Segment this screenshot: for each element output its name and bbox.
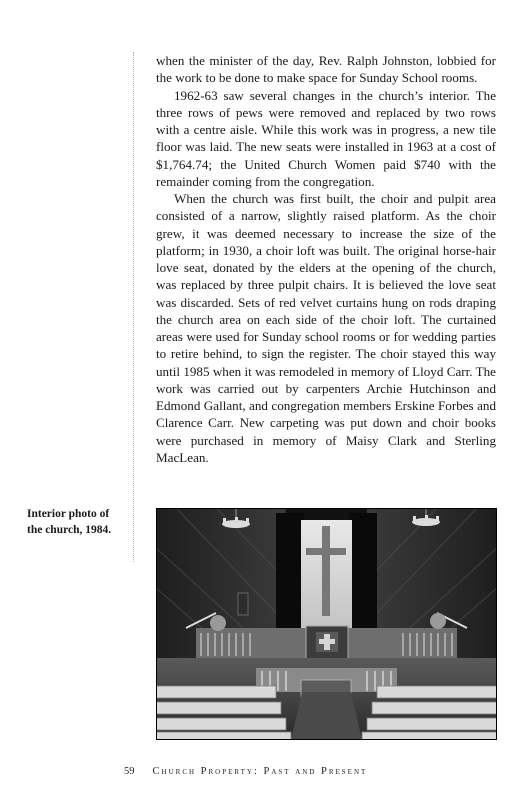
paragraph-continued: when the minister of the day, Rev. Ralph Johnston, lobbied for the work to be done to make space for Sunday School rooms.	[156, 53, 496, 86]
photo-caption: Interior photo of the church, 1984.	[27, 508, 112, 536]
church-interior-photo	[156, 508, 497, 740]
running-title: Church Property: Past and Present	[152, 766, 368, 777]
body-text	[156, 52, 496, 466]
margin-rule	[133, 52, 134, 562]
paragraph-interior-changes: 1962-63 saw several changes in the church’s interior. The three rows of pews were removed and replaced by two rows with a centre aisle. While this work was in progress, a new tile floor was laid. The new seats were installed in 1963 at a cost of $1,764.74; the United Church Women paid $740 with the remainder coming from the congregation.	[156, 87, 496, 189]
page-footer	[124, 766, 367, 777]
paragraph-choir-loft: When the church was first built, the choir and pulpit area consisted of a narrow, slightly raised platform. As the choir grew, it was deemed necessary to increase the size of the platform; in 1930, a choir loft was built. The original horse-hair love seat, donated by the elders at the opening of the church, was replaced by three pulpit chairs. It is believed the love seat was discarded. Sets of red velvet curtains hung on rods draping the church area on each side of the choir loft. The curtained areas were used for Sunday school rooms or for wedding parties to retire behind, to sign the register. The choir stayed this way until 1985 when it was remodeled in memory of Lloyd Carr. The work was carried out by carpenters Archie Hutchinson and Edmond Gallant, and congregation members Erskine Forbes and Clarence Carr. New carpeting was put down and choir books were purchased in memory of Maisy Clark and Sterling MacLean.	[156, 191, 496, 465]
church-interior-photo-graphic	[156, 508, 497, 740]
page-number: 59	[124, 766, 135, 777]
